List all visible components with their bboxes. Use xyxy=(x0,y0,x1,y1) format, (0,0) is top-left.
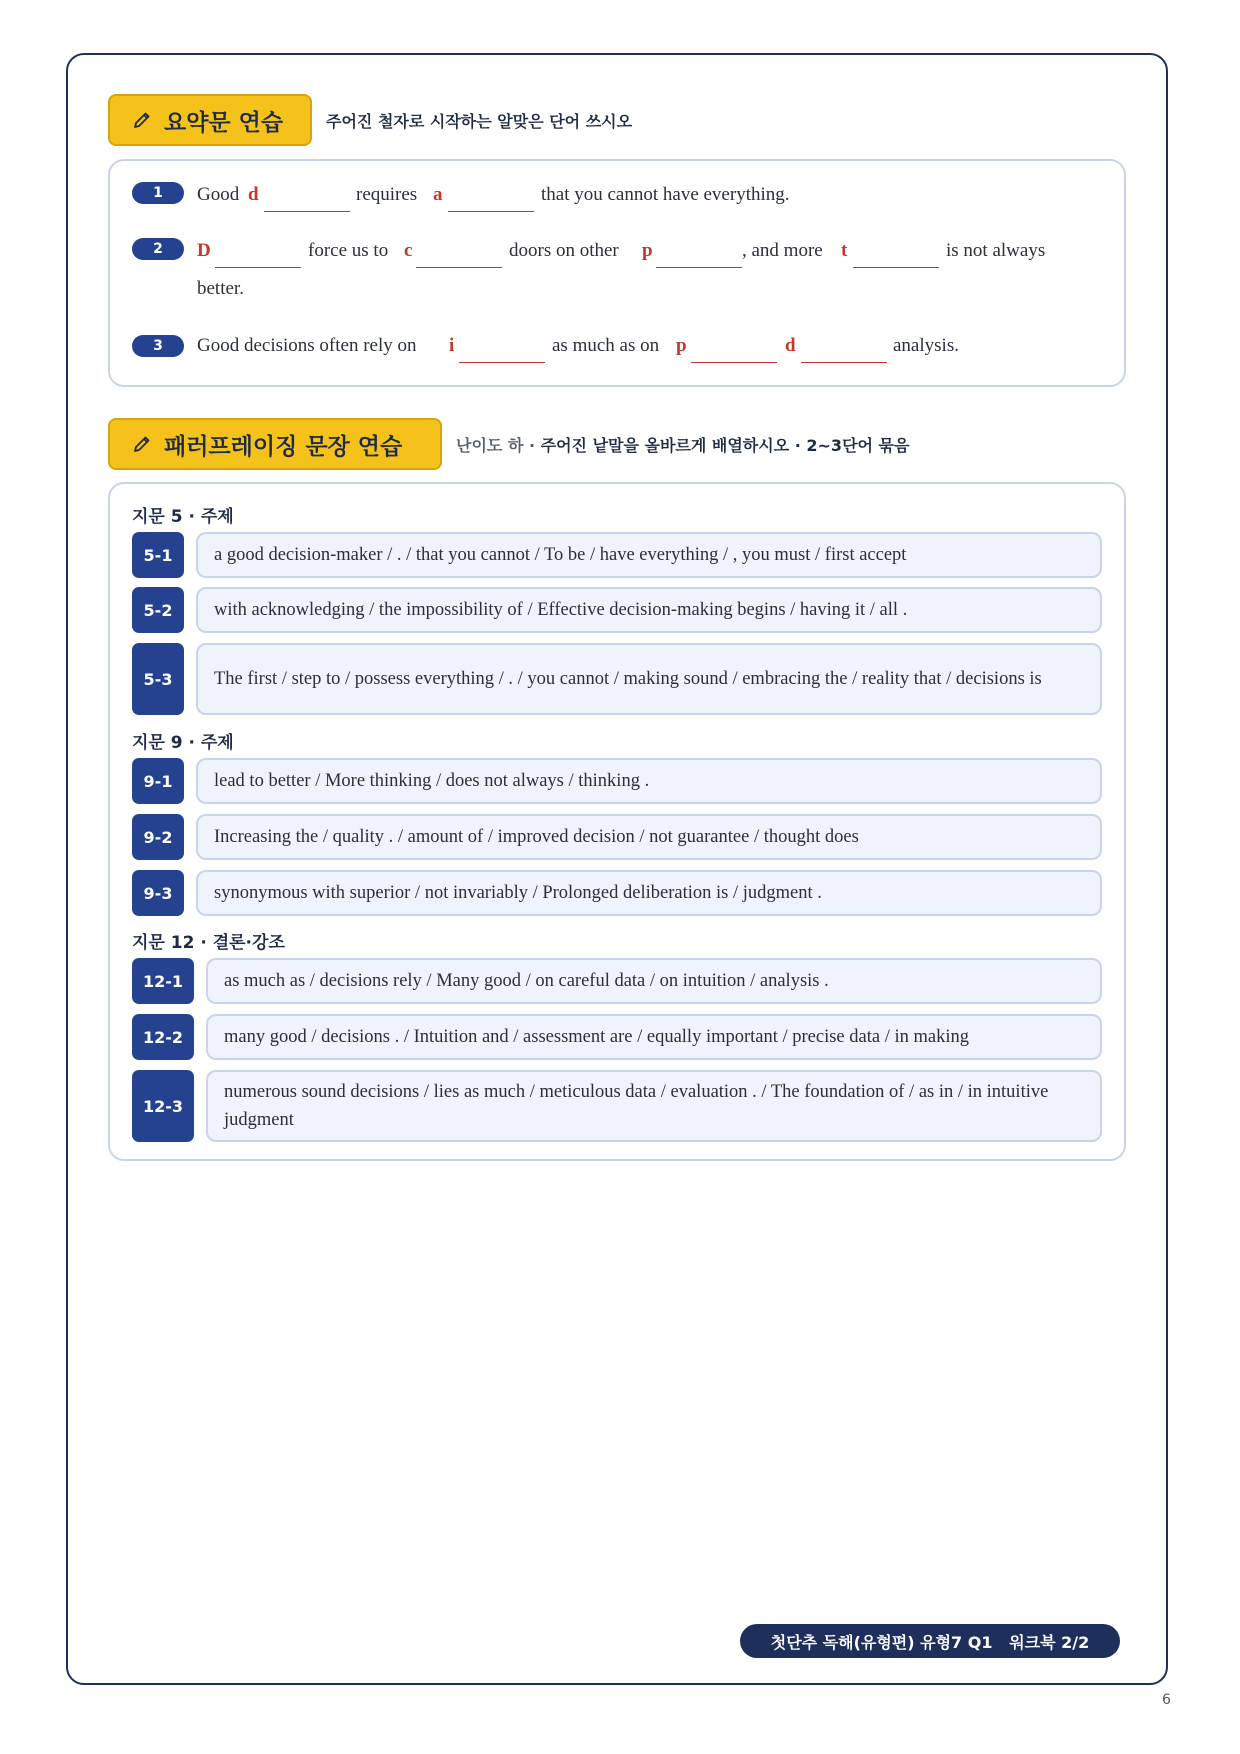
summary-text: force us to xyxy=(308,240,389,261)
paraphrase-item xyxy=(132,758,1102,804)
paraphrase-item xyxy=(132,1014,1102,1060)
summary-hint-letter: c xyxy=(404,240,413,261)
answer-blank[interactable] xyxy=(853,267,939,268)
summary-hint-letter: d xyxy=(248,184,259,205)
paraphrase-item-number: 5-2 xyxy=(132,587,184,633)
summary-text: requires xyxy=(356,184,418,205)
paraphrase-item-number: 12-2 xyxy=(132,1014,194,1060)
summary-text: is not always xyxy=(946,240,1046,261)
paraphrase-item xyxy=(132,643,1102,715)
summary-hint-letter: D xyxy=(197,240,211,261)
summary-hint-letter: a xyxy=(433,184,443,205)
summary-hint-letter: i xyxy=(449,335,455,356)
paraphrase-item-number: 9-2 xyxy=(132,814,184,860)
pencil-icon xyxy=(132,110,152,130)
workbook-footer-label: 첫단추 독해(유형편) 유형7 Q1 워크북 2/2 xyxy=(740,1624,1120,1658)
paraphrase-item-number: 5-3 xyxy=(132,643,184,715)
paraphrase-instruction-text: 주어진 낱말을 올바르게 배열하시오 · 2~3단어 묶음 xyxy=(540,435,910,455)
paraphrase-item xyxy=(132,532,1102,578)
summary-text: as much as on xyxy=(552,335,660,356)
paraphrase-item-words: numerous sound decisions / lies as much / meticulous data / evaluation . / The foundation of / as in / in intuitive judgment xyxy=(206,1070,1102,1142)
passage-group-title: 지문 9 · 주제 xyxy=(132,733,234,753)
paraphrase-item-words: with acknowledging / the impossibility of / Effective decision-making begins / having it / all . xyxy=(196,587,1102,633)
paraphrase-item-words: many good / decisions . / Intuition and / assessment are / equally important / precise data / in making xyxy=(206,1014,1102,1060)
summary-item-number: 3 xyxy=(132,335,184,357)
summary-text: doors on other xyxy=(509,240,619,261)
paraphrase-item xyxy=(132,870,1102,916)
answer-blank[interactable] xyxy=(448,211,534,212)
passage-group-title: 지문 12 · 결론·강조 xyxy=(132,933,285,953)
paraphrase-item xyxy=(132,587,1102,633)
paraphrase-item-number: 12-1 xyxy=(132,958,194,1004)
paraphrase-item-number: 5-1 xyxy=(132,532,184,578)
paraphrase-item xyxy=(132,958,1102,1004)
difficulty-label: 난이도 하 · xyxy=(456,435,541,455)
answer-blank[interactable] xyxy=(416,267,502,268)
pencil-icon xyxy=(132,434,152,454)
summary-item-number: 1 xyxy=(132,182,184,204)
paraphrase-item xyxy=(132,1070,1102,1142)
summary-hint-letter: p xyxy=(676,335,687,356)
answer-blank[interactable] xyxy=(459,362,545,363)
paraphrase-item-words: synonymous with superior / not invariably / Prolonged deliberation is / judgment . xyxy=(196,870,1102,916)
summary-section-instruction: 주어진 철자로 시작하는 알맞은 단어 쓰시오 xyxy=(326,111,633,131)
paraphrase-item-number: 9-1 xyxy=(132,758,184,804)
summary-item-number: 2 xyxy=(132,238,184,260)
summary-section-title: 요약문 연습 xyxy=(164,109,284,136)
answer-blank[interactable] xyxy=(215,267,301,268)
paraphrase-section-title: 패러프레이징 문장 연습 xyxy=(164,433,403,460)
summary-text: that you cannot have everything. xyxy=(541,184,790,205)
paraphrase-section-instruction xyxy=(456,433,909,456)
summary-hint-letter: t xyxy=(841,240,848,261)
paraphrase-item-number: 9-3 xyxy=(132,870,184,916)
summary-section-header xyxy=(108,94,632,146)
summary-text: analysis. xyxy=(893,335,959,356)
summary-text: Good xyxy=(197,184,240,205)
paraphrase-item-number: 12-3 xyxy=(132,1070,194,1142)
paraphrase-item xyxy=(132,814,1102,860)
paraphrase-item-words: Increasing the / quality . / amount of / improved decision / not guarantee / thought does xyxy=(196,814,1102,860)
summary-hint-letter: d xyxy=(785,335,796,356)
paraphrase-item-words: a good decision-maker / . / that you cannot / To be / have everything / , you must / first accept xyxy=(196,532,1102,578)
paraphrase-section-tag xyxy=(108,418,442,470)
paraphrase-box xyxy=(108,482,1126,1161)
summary-hint-letter: p xyxy=(642,240,653,261)
paraphrase-item-words: as much as / decisions rely / Many good / on careful data / on intuition / analysis . xyxy=(206,958,1102,1004)
summary-section-tag xyxy=(108,94,312,146)
passage-group-title: 지문 5 · 주제 xyxy=(132,507,234,527)
answer-blank[interactable] xyxy=(801,362,887,363)
paraphrase-item-words: lead to better / More thinking / does not always / thinking . xyxy=(196,758,1102,804)
summary-box xyxy=(108,159,1126,387)
paraphrase-section-header xyxy=(108,418,909,470)
summary-text: Good decisions often rely on xyxy=(197,335,417,356)
summary-text: better. xyxy=(197,278,244,299)
summary-text: , and more xyxy=(742,240,823,261)
page-number: 6 xyxy=(1162,1692,1171,1708)
answer-blank[interactable] xyxy=(264,211,350,212)
answer-blank[interactable] xyxy=(691,362,777,363)
answer-blank[interactable] xyxy=(656,267,742,268)
paraphrase-item-words: The first / step to / possess everything / . / you cannot / making sound / embracing the / reality that / decisions is xyxy=(196,643,1102,715)
